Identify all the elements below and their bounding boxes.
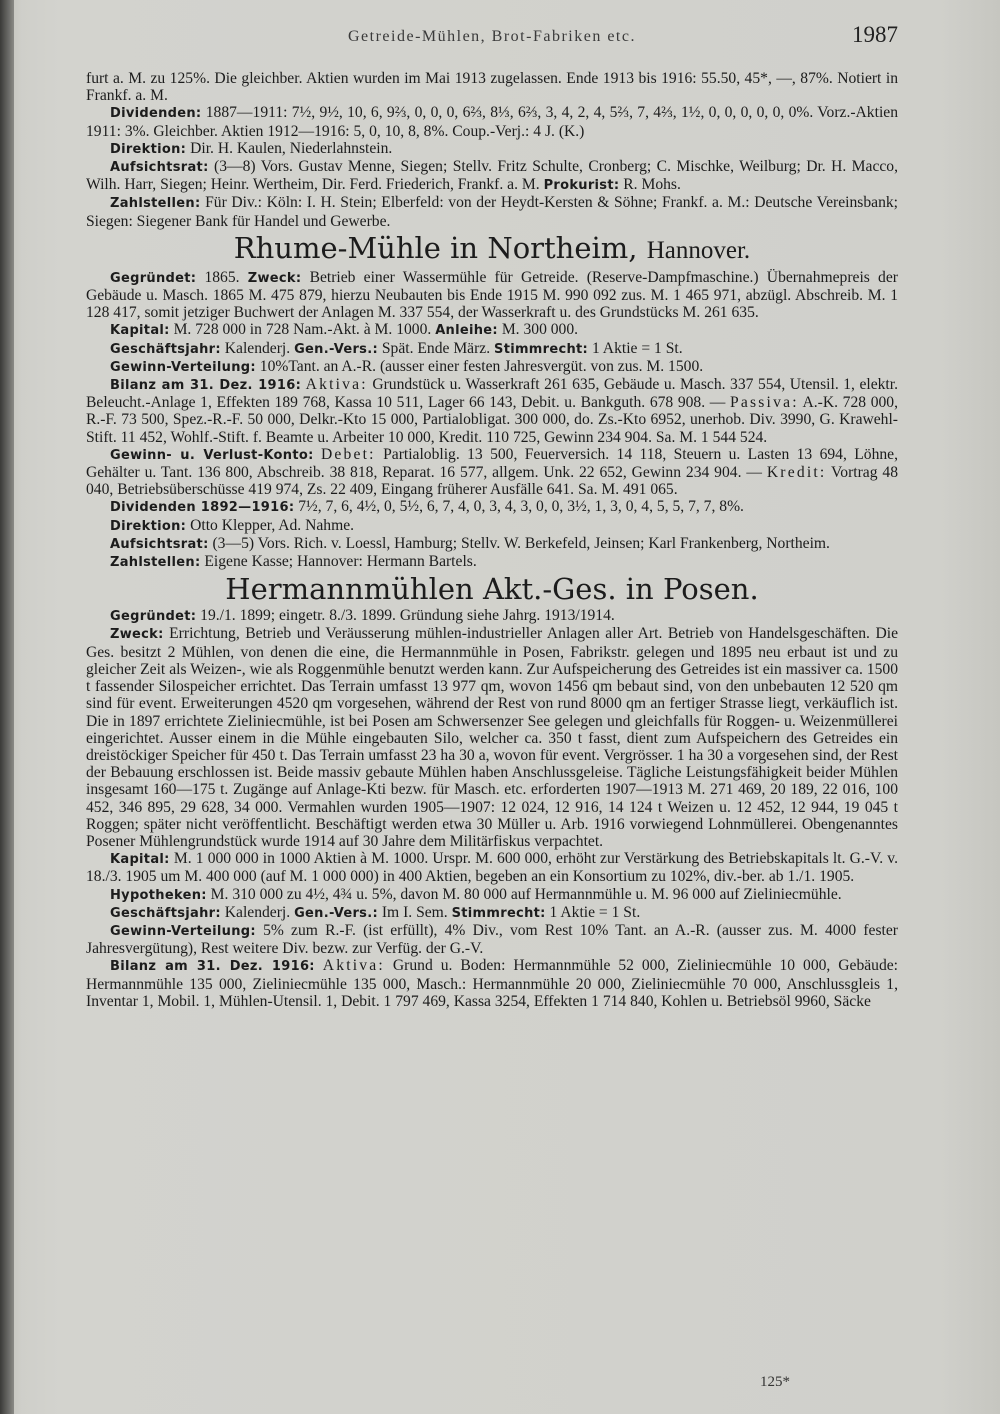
- rhume-aktiva: Grundstück u. Wasserkraft 261 635, Gebäude u. Masch. 337 554, Utensil. 1, elektr. Beleucht.-Anlage 1, Effekten 189 768, Kassa 10 511, Lager 66 143, Debit. u. Bankguth. 678 908. —: [86, 376, 898, 412]
- label-gewinn-verteilung: Gewinn-Verteilung:: [110, 923, 256, 939]
- rhume-direktion: [86, 517, 898, 535]
- label-stimmrecht: Stimmrecht:: [494, 341, 589, 357]
- hermann-bilanz: [86, 957, 898, 1010]
- hermann-kapital: [86, 850, 898, 885]
- aktiva-word: Aktiva:: [305, 376, 368, 394]
- label-geschaeftsjahr: Geschäftsjahr:: [110, 905, 221, 921]
- running-head: Getreide-Mühlen, Brot-Fabriken etc.: [348, 28, 636, 45]
- prev-intro: furt a. M. zu 125%. Die gleichber. Aktien wurden im Mai 1913 zugelassen. Ende 1913 bis 1916: 55.50, 45*, —, 87%. Notiert in Frankf. a. M.: [86, 70, 898, 105]
- prev-dividenden: [86, 104, 898, 139]
- prev-zahlstellen: [86, 194, 898, 229]
- label-zweck: Zweck:: [110, 627, 164, 643]
- rhume-anleihe-text: M. 300 000.: [501, 321, 579, 339]
- label-aufsichtsrat: Aufsichtsrat:: [110, 160, 209, 176]
- rhume-guv: [86, 446, 898, 499]
- hermann-geschaeftsjahr-text: Kalenderj.: [224, 903, 291, 921]
- hermann-stimmrecht-text: 1 Aktie = 1 St.: [549, 903, 641, 921]
- rhume-gewinn: [86, 358, 898, 376]
- rhume-geschaeftsjahr: [86, 340, 898, 358]
- label-zahlstellen: Zahlstellen:: [110, 196, 201, 212]
- label-gegruendet: Gegründet:: [110, 270, 197, 286]
- book-binding-edge: [0, 0, 14, 1414]
- hermann-gegruendet-text: 19./1. 1899; eingetr. 8./3. 1899. Gründung siehe Jahrg. 1913/1914.: [200, 607, 615, 625]
- rhume-dividenden-text: 7½, 7, 6, 4½, 0, 5½, 6, 7, 4, 0, 3, 4, 3, 0, 0, 3½, 1, 3, 0, 4, 5, 5, 7, 7, 8%.: [298, 498, 744, 516]
- label-geschaeftsjahr: Geschäftsjahr:: [110, 341, 221, 357]
- rhume-zahlstellen: [86, 553, 898, 571]
- prev-dividenden-text: 1887—1911: 7½, 9½, 10, 6, 9⅔, 0, 0, 0, 6⅔, 8⅓, 6⅔, 3, 4, 2, 4, 5⅔, 7, 4⅔, 1½, 0, 0, 0, 0, 0, 0%. Vorz.-Aktien 1911: 3%. Gleichber. Aktien 1912—1916: 5, 0, 10, 8, 8%. Coup.-Verj.: 4 J. (K.): [86, 104, 898, 140]
- hermann-zweck-text: Errichtung, Betrieb und Veräusserung mühlen-industrieller Anlagen aller Art. Betrieb von Handelsgeschäften. Die Ges. besitzt 2 Mühlen, von denen die eine, die Hermannmühle in Posen, Fabrikstr. gelegen und 1895 neu erbaut ist und zu gleicher Zeit als Weizen-, wie als Roggenmühle benutzt werden kann. Zur Aufspeicherung des Getreides ist ein massiver ca. 1500 t fassender Silospeicher errichtet. Das Terrain umfasst 13 977 qm, wovon 1456 qm bebaut sind, von den unbebauten 12 520 qm sind für event. Erweiterungen 4520 qm vorgesehen, während der Rest von rund 8000 qm an fertiger Strasse liegt, verkäuflich ist. Die in 1897 errichtete Zieliniecmühle, ist bei Posen am Schwersenzer See gelegen und gleichfalls für Roggen- u. Weizenmüllerei eingerichtet. Ausser einem in die Mühle eingebauten Silo, welcher ca. 350 t fasst, dient zum Aufspeichern des Getreides ein dreistöckiger Speicher für 450 t. Das Terrain umfasst 23 ha 30 a, wovon für event. Vergrösser. 1 ha 30 a vorgesehen sind, der Rest der Bebauung erschlossen ist. Beide massiv gebaute Mühlen haben Anschlussgeleise. Tägliche Leistungsfähigkeit beider Mühlen insgesamt 160—175 t. Zugänge auf Anlage-Kti bezw. für Masch. etc. erforderten 1907—1913 M. 271 469, 20 189, 22 016, 100 452, 346 895, 29 628, 34 000. Vermahlen wurden 1905—1907: 12 024, 12 916, 14 124 t Weizen u. 12 452, 12 944, 19 045 t Roggen; später nicht veröffentlicht. Beschäftigt werden etwa 30 Müller u. Arb. 1916 vorwiegend Lohnmüllerei. Obengenanntes Posener Mühlengrundstück wurde 1914 auf 30 Jahre dem Militärfiskus verpachtet.: [86, 625, 898, 850]
- rhume-location: Hannover.: [646, 236, 751, 264]
- label-gewinn-verteilung: Gewinn-Verteilung:: [110, 359, 256, 375]
- prev-aufsichtsrat: [86, 158, 898, 194]
- hermann-hypotheken-text: M. 310 000 zu 4½, 4¾ u. 5%, davon M. 80 000 auf Hermannmühle u. M. 96 000 auf Zieliniecmühle.: [210, 885, 842, 903]
- label-kapital: Kapital:: [110, 852, 170, 868]
- hermann-kapital-text: M. 1 000 000 in 1000 Aktien à M. 1000. Urspr. M. 600 000, erhöht zur Verstärkung des Betriebskapitals lt. G.-V. v. 18./3. 1905 um M. 400 000 (auf M. 1 000 000) in 400 Aktien, begeben an ein Konsortium zu 102%, div.-ber. ab 1./1. 1905.: [86, 850, 898, 886]
- page-number: 1987: [852, 22, 898, 47]
- rhume-kredit: Vortrag 48 040, Betriebsüberschüsse 419 974, Zs. 22 409, Eingang früherer Ausfälle 641. Sa. M. 491 065.: [86, 464, 898, 499]
- hermann-geschaeftsjahr: [86, 904, 898, 922]
- label-stimmrecht: Stimmrecht:: [451, 905, 546, 921]
- page-header: [86, 22, 898, 52]
- prev-zahlstellen-text: Für Div.: Köln: I. H. Stein; Elberfeld: von der Heydt-Kersten & Söhne; Frankf. a. M.: Deutsche Vereinsbank; Siegen: Siegener Bank für Handel und Gewerbe.: [86, 194, 898, 230]
- rhume-aufsichtsrat-text: (3—5) Vors. Rich. v. Loessl, Hamburg; Stellv. W. Berkefeld, Jeinsen; Karl Frankenberg, Northeim.: [212, 534, 830, 552]
- label-dividenden: Dividenden:: [110, 106, 202, 122]
- hermann-gewinn-text: 5% zum R.-F. (ist erfüllt), 4% Div., vom Rest 10% Tant. an A.-R. (ausser zus. M. 4000 fester Jahresvergütung), Rest weitere Div. bezw. zur Verfüg. der G.-V.: [86, 921, 898, 958]
- kredit-word: Kredit:: [766, 464, 827, 482]
- rhume-passiva: A.-K. 728 000, R.-F. 73 500, Spez.-R.-F. 50 000, Delkr.-Kto 15 000, Partialobligat. 300 000, do. Zs.-Kto 6952, unerhob. Div. 3990, G. Krawehl-Stift. 11 452, Wohlf.-Stift. f. Beamte u. Arbeiter 10 000, Kredit. 110 725, Gewinn 234 904. Sa. M. 1 544 524.: [86, 394, 898, 446]
- prev-direktion: [86, 140, 898, 158]
- aktiva-word: Aktiva:: [322, 957, 385, 975]
- hermann-genvers-text: Im I. Sem.: [381, 903, 448, 921]
- rhume-zweck: Betrieb einer Wassermühle für Getreide. (Reserve-Dampfmaschine.) Übernahmepreis der Gebäude u. Masch. 1865 M. 475 879, hierzu Neubauten bis Ende 1915 M. 990 092 zus. M. 1 465 971, abzügl. Abschreib. M. 1 128 417, somit jetziger Buchwert der Anlagen M. 337 554, der Wasserkraft u. des Grundstücks M. 261 635.: [86, 268, 898, 322]
- label-hypotheken: Hypotheken:: [110, 887, 207, 903]
- rhume-direktion-text: Otto Klepper, Ad. Nahme.: [190, 516, 355, 534]
- label-bilanz: Bilanz am 31. Dez. 1916:: [110, 378, 302, 394]
- hermann-aktiva: Grund u. Boden: Hermannmühle 52 000, Zieliniecmühle 10 000, Gebäude: Hermannmühle 135 000, Zieliniecmühle 135 000, Masch.: Hermannmühle 20 000, Zieliniecmühle 70 000, Anschlussgleis 1, Inventar 1, Mobil. 1, Mühlen-Utensil. 1, Debit. 1 797 469, Kassa 3254, Effekten 1 714 840, Kohlen u. Betriebsöl 9960, Säcke: [86, 957, 899, 1010]
- rhume-zahlstellen-text: Eigene Kasse; Hannover: Hermann Bartels.: [204, 553, 477, 571]
- rhume-gegruendet: 1865.: [204, 268, 240, 286]
- rhume-name: Rhume-Mühle in Northeim,: [233, 230, 638, 265]
- prev-aufsichtsrat-text: (3—8) Vors. Gustav Menne, Siegen; Stellv. Fritz Schulte, Cronberg; C. Mischke, Weilburg; Dr. H. Macco, Wilh. Harr, Siegen; Heinr. Wertheim, Dir. Ferd. Friederich, Frankf. a. M.: [86, 158, 898, 194]
- label-direktion: Direktion:: [110, 141, 187, 157]
- label-zahlstellen: Zahlstellen:: [110, 555, 201, 571]
- rhume-stimmrecht-text: 1 Aktie = 1 St.: [591, 339, 683, 357]
- page-content: [86, 70, 898, 1010]
- label-gegruendet: Gegründet:: [110, 609, 197, 625]
- label-genvers: Gen.-Vers.:: [294, 341, 378, 357]
- rhume-gegruendet-zweck: [86, 269, 898, 322]
- label-prokurist: Prokurist:: [543, 178, 620, 194]
- rhume-gewinn-text: 10%Tant. an A.-R. (ausser einer festen Jahresvergüt. von zus. M. 1500.: [259, 357, 704, 375]
- prev-prokurist-text: R. Mohs.: [623, 176, 681, 194]
- rhume-debet: Partialoblig. 13 500, Feuerversich. 14 118, Steuern u. Lasten 13 694, Löhne, Gehälter u. Tant. 136 800, Abschreib. 38 818, Reparat. 16 577, allgem. Unk. 22 652, Gewinn 234 904. —: [86, 445, 898, 482]
- label-aufsichtsrat: Aufsichtsrat:: [110, 536, 209, 552]
- rhume-dividenden: [86, 498, 898, 516]
- hermann-hypotheken: [86, 886, 898, 904]
- rhume-kapital-text: M. 728 000 in 728 Nam.-Akt. à M. 1000.: [173, 321, 432, 339]
- label-anleihe: Anleihe:: [435, 323, 498, 339]
- hermann-gegruendet: [86, 607, 898, 625]
- debet-word: Debet:: [320, 445, 376, 463]
- rhume-geschaeftsjahr-text: Kalenderj.: [224, 339, 291, 357]
- prev-direktion-text: Dir. H. Kaulen, Niederlahnstein.: [190, 139, 393, 157]
- company-heading-rhume: [86, 230, 898, 269]
- label-zweck: Zweck:: [247, 270, 302, 286]
- hermann-gewinn: [86, 922, 898, 957]
- signature-mark: 125*: [760, 1374, 790, 1390]
- rhume-kapital: [86, 321, 898, 339]
- passiva-word: Passiva:: [730, 394, 799, 412]
- label-genvers: Gen.-Vers.:: [294, 905, 378, 921]
- rhume-bilanz: [86, 376, 898, 446]
- label-dividenden: Dividenden 1892—1916:: [110, 500, 295, 516]
- rhume-aufsichtsrat: [86, 535, 898, 553]
- label-direktion: Direktion:: [110, 518, 187, 534]
- company-heading-hermann: Hermannmühlen Akt.-Ges. in Posen.: [225, 572, 759, 607]
- hermann-zweck: [86, 625, 898, 850]
- rhume-genvers-text: Spät. Ende März.: [381, 339, 491, 357]
- label-kapital: Kapital:: [110, 323, 170, 339]
- label-bilanz: Bilanz am 31. Dez. 1916:: [110, 959, 315, 975]
- label-guv: Gewinn- u. Verlust-Konto:: [110, 447, 314, 463]
